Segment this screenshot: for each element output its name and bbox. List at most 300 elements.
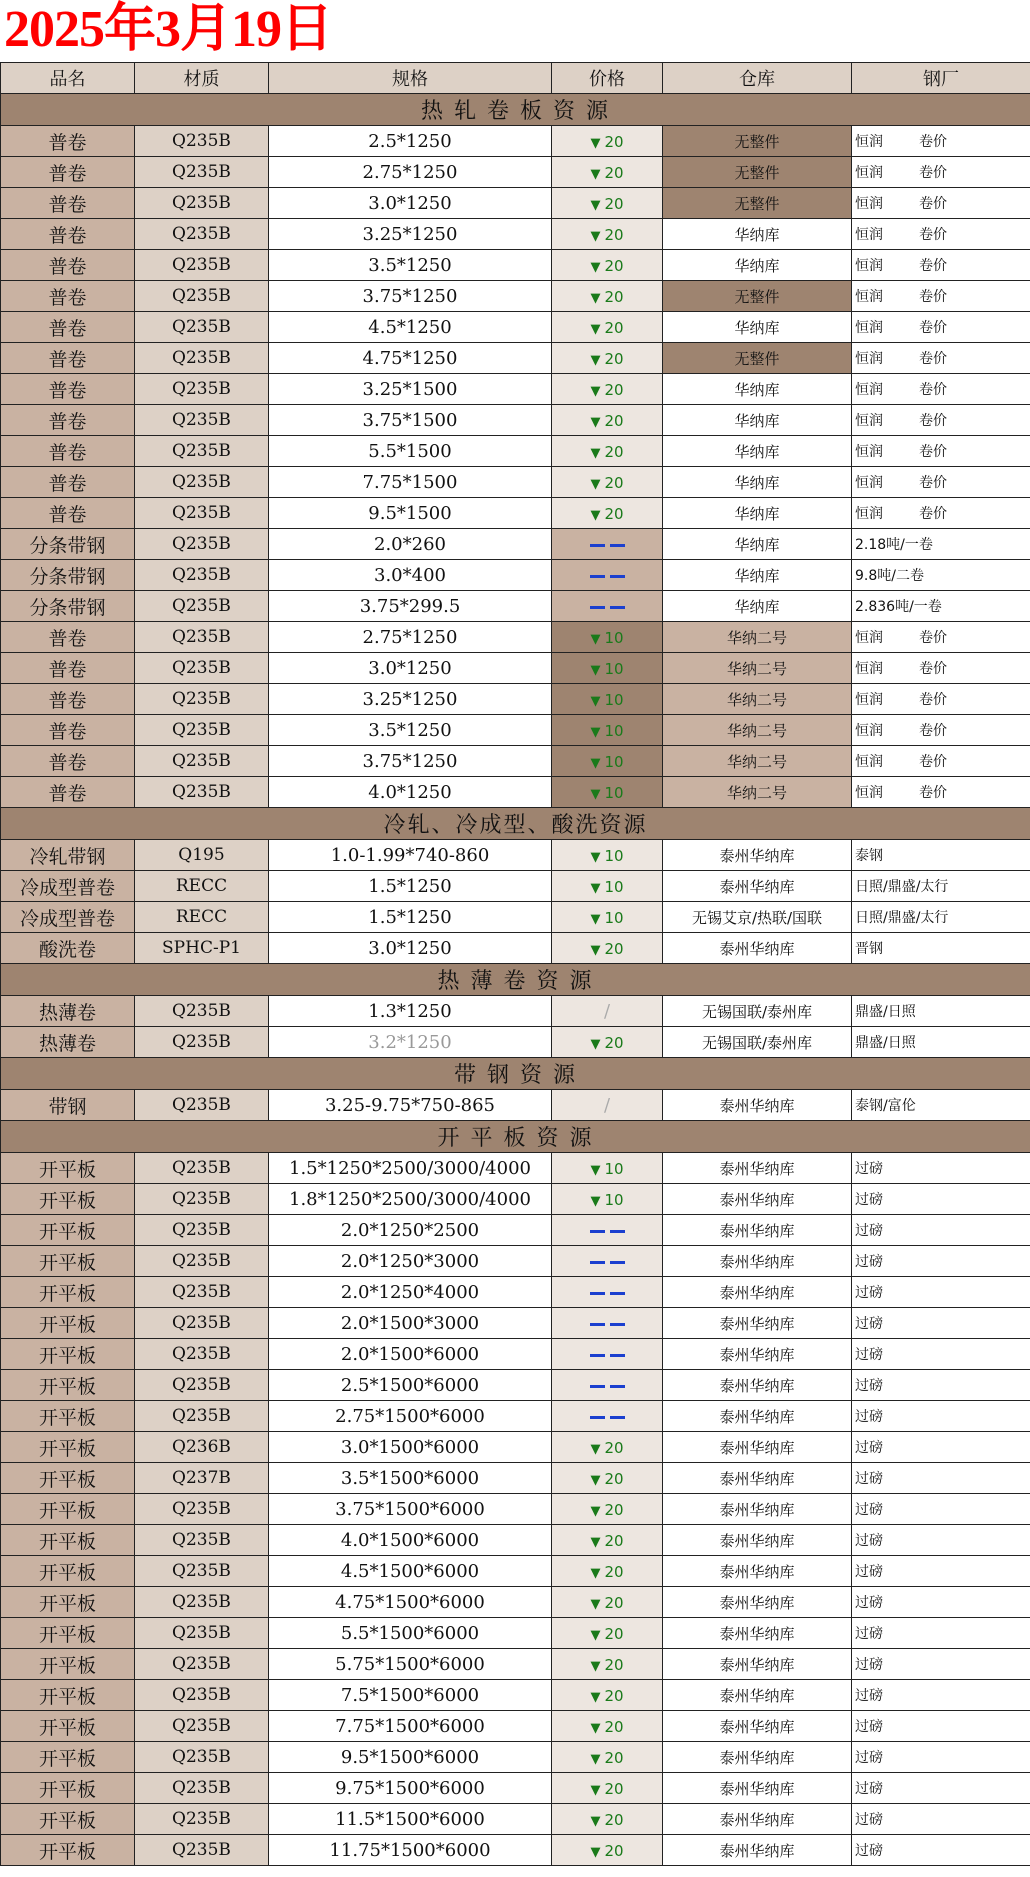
- price-change-value: 20: [604, 380, 624, 399]
- warehouse-cell: 华纳库: [663, 529, 852, 560]
- section-header-row: [1, 964, 1030, 996]
- mill-note: 卷价: [919, 134, 947, 150]
- product-name-cell: 开平板: [1, 1370, 135, 1401]
- section-header-row: [1, 1058, 1030, 1090]
- mill-name: 泰钢/富伦: [855, 1098, 916, 1114]
- price-down-arrow-icon: ▼: [590, 1689, 601, 1705]
- product-name-cell: 普卷: [1, 219, 135, 250]
- material-cell: Q235B: [135, 1027, 269, 1058]
- price-down-arrow-icon: ▼: [590, 290, 601, 306]
- price-cell: [552, 1246, 663, 1277]
- mill-name: 恒润: [855, 320, 883, 336]
- steel-price-table: [0, 62, 1030, 1866]
- price-down-arrow-icon: ▼: [590, 166, 601, 182]
- price-change-value: 10: [604, 783, 624, 802]
- price-down-arrow-icon: ▼: [590, 631, 601, 647]
- warehouse-cell: 泰州华纳库: [663, 1432, 852, 1463]
- table-row: [1, 374, 1030, 405]
- warehouse-cell: 泰州华纳库: [663, 1525, 852, 1556]
- mill-cell: [852, 1339, 1030, 1370]
- table-row: [1, 1401, 1030, 1432]
- product-name-cell: 普卷: [1, 157, 135, 188]
- product-name-cell: 开平板: [1, 1649, 135, 1680]
- material-cell: Q235B: [135, 1401, 269, 1432]
- section-title: 热 薄 卷 资 源: [1, 964, 1030, 996]
- material-cell: Q235B: [135, 219, 269, 250]
- warehouse-cell: 无整件: [663, 281, 852, 312]
- table-row: [1, 1587, 1030, 1618]
- price-change-value: 20: [604, 1562, 624, 1581]
- mill-cell: [852, 1370, 1030, 1401]
- mill-name: 过磅: [855, 1595, 883, 1611]
- spec-cell: 2.75*1500*6000: [269, 1401, 552, 1432]
- product-name-cell: 普卷: [1, 777, 135, 808]
- mill-cell: [852, 1308, 1030, 1339]
- price-down-arrow-icon: ▼: [590, 1565, 601, 1581]
- table-row: [1, 1773, 1030, 1804]
- table-row: [1, 591, 1030, 622]
- price-change-value: 20: [604, 163, 624, 182]
- price-cell: [552, 374, 663, 405]
- mill-name: 过磅: [855, 1192, 883, 1208]
- mill-cell: [852, 1742, 1030, 1773]
- mill-name: 鼎盛/日照: [855, 1035, 916, 1051]
- table-row: [1, 1525, 1030, 1556]
- material-cell: Q235B: [135, 1153, 269, 1184]
- price-change-value: 10: [604, 659, 624, 678]
- table-row: [1, 1649, 1030, 1680]
- header-warehouse: 仓库: [663, 63, 852, 94]
- price-change-value: 10: [604, 908, 624, 927]
- product-name-cell: 普卷: [1, 467, 135, 498]
- mill-cell: [852, 1432, 1030, 1463]
- product-name-cell: 开平板: [1, 1277, 135, 1308]
- spec-cell: 2.0*1500*3000: [269, 1308, 552, 1339]
- product-name-cell: 普卷: [1, 188, 135, 219]
- price-down-arrow-icon: ▼: [590, 662, 601, 678]
- price-change-value: 10: [604, 721, 624, 740]
- price-down-arrow-icon: ▼: [590, 476, 601, 492]
- mill-name: 过磅: [855, 1843, 883, 1859]
- price-cell: [552, 188, 663, 219]
- price-change-value: 20: [604, 1655, 624, 1674]
- header-row: [1, 63, 1030, 94]
- price-down-arrow-icon: ▼: [590, 1844, 601, 1860]
- warehouse-cell: 无整件: [663, 157, 852, 188]
- product-name-cell: 普卷: [1, 126, 135, 157]
- warehouse-cell: 泰州华纳库: [663, 1587, 852, 1618]
- warehouse-cell: 泰州华纳库: [663, 840, 852, 871]
- mill-name: 恒润: [855, 475, 883, 491]
- price-down-arrow-icon: ▼: [590, 1503, 601, 1519]
- mill-cell: [852, 684, 1030, 715]
- table-row: [1, 1463, 1030, 1494]
- price-down-arrow-icon: ▼: [590, 1441, 601, 1457]
- mill-name: 2.836吨/一卷: [855, 599, 942, 615]
- mill-name: 9.8吨/二卷: [855, 568, 924, 584]
- price-cell: [552, 1587, 663, 1618]
- price-down-arrow-icon: ▼: [590, 1813, 601, 1829]
- spec-cell: 3.0*1500*6000: [269, 1432, 552, 1463]
- spec-cell: 1.5*1250: [269, 902, 552, 933]
- warehouse-cell: 华纳库: [663, 374, 852, 405]
- material-cell: Q235B: [135, 1246, 269, 1277]
- mill-name: 过磅: [855, 1409, 883, 1425]
- mill-name: 恒润: [855, 723, 883, 739]
- price-cell: [552, 1556, 663, 1587]
- material-cell: Q195: [135, 840, 269, 871]
- mill-name: 恒润: [855, 227, 883, 243]
- price-cell: [552, 1680, 663, 1711]
- price-cell: [552, 1835, 663, 1866]
- price-change-value: 20: [604, 1593, 624, 1612]
- table-row: [1, 281, 1030, 312]
- table-row: [1, 498, 1030, 529]
- price-cell: [552, 591, 663, 622]
- section-title: 冷轧、冷成型、酸洗资源: [1, 808, 1030, 840]
- price-change-value: 20: [604, 442, 624, 461]
- product-name-cell: 普卷: [1, 436, 135, 467]
- table-row: [1, 871, 1030, 902]
- price-cell: [552, 467, 663, 498]
- no-price-dash-icon: [590, 544, 625, 547]
- price-cell: [552, 1153, 663, 1184]
- material-cell: Q235B: [135, 746, 269, 777]
- spec-cell: 11.75*1500*6000: [269, 1835, 552, 1866]
- mill-name: 过磅: [855, 1781, 883, 1797]
- table-row: [1, 1090, 1030, 1121]
- price-cell: [552, 126, 663, 157]
- spec-cell: 3.75*1500: [269, 405, 552, 436]
- spec-cell: 2.0*1250*3000: [269, 1246, 552, 1277]
- price-cell: [552, 622, 663, 653]
- price-cell: [552, 902, 663, 933]
- price-change-value: 20: [604, 411, 624, 430]
- price-change-value: 10: [604, 752, 624, 771]
- product-name-cell: 开平板: [1, 1556, 135, 1587]
- price-cell: [552, 250, 663, 281]
- warehouse-cell: 泰州华纳库: [663, 1246, 852, 1277]
- price-change-value: 10: [604, 690, 624, 709]
- product-name-cell: 冷轧带钢: [1, 840, 135, 871]
- price-change-value: 10: [604, 846, 624, 865]
- price-down-arrow-icon: ▼: [590, 321, 601, 337]
- table-row: [1, 219, 1030, 250]
- price-cell: [552, 1277, 663, 1308]
- price-cell: [552, 219, 663, 250]
- mill-name: 恒润: [855, 413, 883, 429]
- price-down-arrow-icon: ▼: [590, 445, 601, 461]
- mill-cell: [852, 1649, 1030, 1680]
- mill-cell: [852, 1401, 1030, 1432]
- mill-note: 卷价: [919, 413, 947, 429]
- table-row: [1, 653, 1030, 684]
- product-name-cell: 普卷: [1, 250, 135, 281]
- warehouse-cell: 泰州华纳库: [663, 1153, 852, 1184]
- price-cell: [552, 1090, 663, 1121]
- table-row: [1, 1618, 1030, 1649]
- price-cell: [552, 436, 663, 467]
- spec-cell: 1.8*1250*2500/3000/4000: [269, 1184, 552, 1215]
- no-price-dash-icon: [590, 1354, 625, 1357]
- price-down-arrow-icon: ▼: [590, 352, 601, 368]
- product-name-cell: 开平板: [1, 1711, 135, 1742]
- price-down-arrow-icon: ▼: [590, 755, 601, 771]
- price-cell: [552, 1370, 663, 1401]
- price-down-arrow-icon: ▼: [590, 1627, 601, 1643]
- warehouse-cell: 泰州华纳库: [663, 1711, 852, 1742]
- no-change-slash-icon: /: [603, 1000, 611, 1022]
- mill-name: 鼎盛/日照: [855, 1004, 916, 1020]
- warehouse-cell: 泰州华纳库: [663, 1494, 852, 1525]
- price-cell: [552, 1339, 663, 1370]
- warehouse-cell: 华纳二号: [663, 746, 852, 777]
- spec-cell: 3.0*400: [269, 560, 552, 591]
- product-name-cell: 开平板: [1, 1153, 135, 1184]
- price-cell: [552, 312, 663, 343]
- no-price-dash-icon: [590, 1230, 625, 1233]
- warehouse-cell: 华纳库: [663, 467, 852, 498]
- warehouse-cell: 无锡国联/泰州库: [663, 996, 852, 1027]
- spec-cell: 2.0*1500*6000: [269, 1339, 552, 1370]
- material-cell: Q235B: [135, 1556, 269, 1587]
- table-row: [1, 746, 1030, 777]
- price-cell: [552, 1649, 663, 1680]
- material-cell: Q235B: [135, 715, 269, 746]
- table-row: [1, 1680, 1030, 1711]
- no-price-dash-icon: [590, 575, 625, 578]
- price-change-value: 20: [604, 1500, 624, 1519]
- warehouse-cell: 泰州华纳库: [663, 1370, 852, 1401]
- table-row: [1, 405, 1030, 436]
- spec-cell: 3.25*1250: [269, 684, 552, 715]
- product-name-cell: 分条带钢: [1, 560, 135, 591]
- mill-cell: [852, 529, 1030, 560]
- warehouse-cell: 华纳库: [663, 436, 852, 467]
- price-change-value: 20: [604, 318, 624, 337]
- mill-name: 恒润: [855, 630, 883, 646]
- table-row: [1, 715, 1030, 746]
- mill-name: 2.18吨/一卷: [855, 537, 933, 553]
- warehouse-cell: 华纳库: [663, 250, 852, 281]
- spec-cell: 5.5*1500: [269, 436, 552, 467]
- price-down-arrow-icon: ▼: [590, 1534, 601, 1550]
- spec-cell: 1.5*1250: [269, 871, 552, 902]
- warehouse-cell: 华纳库: [663, 405, 852, 436]
- price-cell: [552, 1742, 663, 1773]
- mill-name: 日照/鼎盛/太行: [855, 879, 949, 895]
- table-row: [1, 1370, 1030, 1401]
- price-down-arrow-icon: ▼: [590, 880, 601, 896]
- price-change-value: 20: [604, 1810, 624, 1829]
- material-cell: Q235B: [135, 250, 269, 281]
- price-down-arrow-icon: ▼: [590, 1036, 601, 1052]
- table-row: [1, 1246, 1030, 1277]
- mill-name: 恒润: [855, 196, 883, 212]
- section-title: 热 轧 卷 板 资 源: [1, 94, 1030, 126]
- price-down-arrow-icon: ▼: [590, 507, 601, 523]
- mill-cell: [852, 902, 1030, 933]
- mill-note: 卷价: [919, 227, 947, 243]
- material-cell: SPHC-P1: [135, 933, 269, 964]
- warehouse-cell: 泰州华纳库: [663, 1742, 852, 1773]
- price-change-value: 10: [604, 628, 624, 647]
- price-cell: [552, 1525, 663, 1556]
- price-cell: [552, 746, 663, 777]
- price-change-value: 20: [604, 1779, 624, 1798]
- price-cell: [552, 281, 663, 312]
- header-name: 品名: [1, 63, 135, 94]
- mill-note: 卷价: [919, 475, 947, 491]
- mill-cell: [852, 1835, 1030, 1866]
- spec-cell: 4.5*1500*6000: [269, 1556, 552, 1587]
- price-change-value: 10: [604, 1159, 624, 1178]
- warehouse-cell: 泰州华纳库: [663, 1649, 852, 1680]
- price-cell: [552, 996, 663, 1027]
- mill-name: 恒润: [855, 134, 883, 150]
- mill-cell: [852, 1246, 1030, 1277]
- warehouse-cell: 泰州华纳库: [663, 1680, 852, 1711]
- price-down-arrow-icon: ▼: [590, 1782, 601, 1798]
- section-title: 开 平 板 资 源: [1, 1121, 1030, 1153]
- price-down-arrow-icon: ▼: [590, 1193, 601, 1209]
- product-name-cell: 普卷: [1, 312, 135, 343]
- price-down-arrow-icon: ▼: [590, 228, 601, 244]
- price-cell: [552, 1308, 663, 1339]
- spec-cell: 4.75*1500*6000: [269, 1587, 552, 1618]
- spec-cell: 2.5*1250: [269, 126, 552, 157]
- material-cell: Q235B: [135, 1525, 269, 1556]
- material-cell: Q235B: [135, 591, 269, 622]
- product-name-cell: 开平板: [1, 1432, 135, 1463]
- mill-name: 过磅: [855, 1533, 883, 1549]
- spec-cell: 3.2*1250: [269, 1027, 552, 1058]
- warehouse-cell: 无整件: [663, 126, 852, 157]
- mill-name: 过磅: [855, 1254, 883, 1270]
- spec-cell: 3.0*1250: [269, 933, 552, 964]
- section-header-row: [1, 1121, 1030, 1153]
- product-name-cell: 开平板: [1, 1494, 135, 1525]
- spec-cell: 1.5*1250*2500/3000/4000: [269, 1153, 552, 1184]
- warehouse-cell: 华纳二号: [663, 653, 852, 684]
- mill-cell: [852, 622, 1030, 653]
- mill-cell: [852, 653, 1030, 684]
- material-cell: Q235B: [135, 1184, 269, 1215]
- spec-cell: 3.0*1250: [269, 188, 552, 219]
- spec-cell: 7.5*1500*6000: [269, 1680, 552, 1711]
- material-cell: Q235B: [135, 436, 269, 467]
- mill-cell: [852, 250, 1030, 281]
- mill-note: 卷价: [919, 351, 947, 367]
- product-name-cell: 开平板: [1, 1215, 135, 1246]
- mill-name: 过磅: [855, 1812, 883, 1828]
- material-cell: Q235B: [135, 777, 269, 808]
- mill-cell: [852, 219, 1030, 250]
- mill-name: 过磅: [855, 1564, 883, 1580]
- table-row: [1, 1027, 1030, 1058]
- material-cell: Q235B: [135, 653, 269, 684]
- price-cell: [552, 1432, 663, 1463]
- product-name-cell: 普卷: [1, 653, 135, 684]
- mill-name: 恒润: [855, 754, 883, 770]
- header-mill: 钢厂: [852, 63, 1030, 94]
- mill-name: 恒润: [855, 661, 883, 677]
- spec-cell: 3.5*1500*6000: [269, 1463, 552, 1494]
- product-name-cell: 开平板: [1, 1680, 135, 1711]
- mill-name: 过磅: [855, 1657, 883, 1673]
- price-down-arrow-icon: ▼: [590, 414, 601, 430]
- spec-cell: 11.5*1500*6000: [269, 1804, 552, 1835]
- mill-name: 过磅: [855, 1471, 883, 1487]
- mill-cell: [852, 188, 1030, 219]
- mill-cell: [852, 1618, 1030, 1649]
- mill-cell: [852, 1277, 1030, 1308]
- spec-cell: 3.75*299.5: [269, 591, 552, 622]
- warehouse-cell: 泰州华纳库: [663, 1835, 852, 1866]
- mill-cell: [852, 871, 1030, 902]
- table-body: [1, 63, 1030, 1866]
- product-name-cell: 普卷: [1, 715, 135, 746]
- material-cell: Q235B: [135, 684, 269, 715]
- mill-name: 过磅: [855, 1285, 883, 1301]
- mill-name: 恒润: [855, 258, 883, 274]
- price-cell: [552, 1618, 663, 1649]
- mill-name: 过磅: [855, 1347, 883, 1363]
- spec-cell: 3.25-9.75*750-865: [269, 1090, 552, 1121]
- no-price-dash-icon: [590, 1261, 625, 1264]
- price-cell: [552, 653, 663, 684]
- table-row: [1, 622, 1030, 653]
- no-price-dash-icon: [590, 1385, 625, 1388]
- mill-name: 恒润: [855, 506, 883, 522]
- mill-cell: [852, 1215, 1030, 1246]
- material-cell: Q235B: [135, 622, 269, 653]
- mill-cell: [852, 746, 1030, 777]
- mill-name: 恒润: [855, 785, 883, 801]
- mill-note: 卷价: [919, 196, 947, 212]
- table-row: [1, 1711, 1030, 1742]
- spec-cell: 3.25*1250: [269, 219, 552, 250]
- warehouse-cell: 华纳二号: [663, 622, 852, 653]
- table-row: [1, 157, 1030, 188]
- material-cell: Q235B: [135, 498, 269, 529]
- product-name-cell: 分条带钢: [1, 529, 135, 560]
- warehouse-cell: 泰州华纳库: [663, 1618, 852, 1649]
- mill-name: 恒润: [855, 692, 883, 708]
- table-row: [1, 1742, 1030, 1773]
- mill-cell: [852, 1711, 1030, 1742]
- mill-name: 过磅: [855, 1316, 883, 1332]
- mill-cell: [852, 1184, 1030, 1215]
- spec-cell: 7.75*1500: [269, 467, 552, 498]
- mill-cell: [852, 715, 1030, 746]
- price-change-value: 20: [604, 473, 624, 492]
- product-name-cell: 普卷: [1, 281, 135, 312]
- mill-name: 恒润: [855, 382, 883, 398]
- mill-cell: [852, 1027, 1030, 1058]
- product-name-cell: 开平板: [1, 1773, 135, 1804]
- no-price-dash-icon: [590, 606, 625, 609]
- product-name-cell: 酸洗卷: [1, 933, 135, 964]
- mill-cell: [852, 1494, 1030, 1525]
- mill-cell: [852, 560, 1030, 591]
- price-change-value: 20: [604, 1841, 624, 1860]
- spec-cell: 4.0*1250: [269, 777, 552, 808]
- table-row: [1, 1804, 1030, 1835]
- spec-cell: 9.75*1500*6000: [269, 1773, 552, 1804]
- price-change-value: 20: [604, 1438, 624, 1457]
- spec-cell: 2.75*1250: [269, 157, 552, 188]
